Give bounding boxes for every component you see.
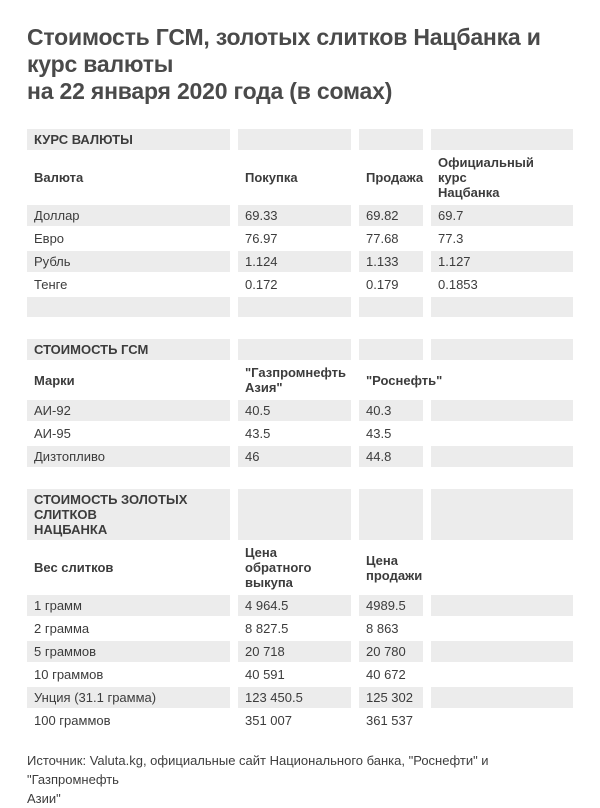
row-label-cell: АИ-92 bbox=[27, 398, 230, 421]
table-row-empty bbox=[27, 295, 573, 317]
section-spacer-cell bbox=[351, 487, 423, 540]
row-label-cell: 5 граммов bbox=[27, 639, 230, 662]
value-cell: 1.133 bbox=[351, 249, 423, 272]
table-currency-rates bbox=[27, 127, 573, 317]
table-row bbox=[27, 444, 573, 467]
value-cell bbox=[423, 639, 573, 662]
section-title: СТОИМОСТЬ ГСМ bbox=[27, 337, 230, 360]
value-cell: 0.179 bbox=[351, 272, 423, 295]
table-row bbox=[27, 685, 573, 708]
value-cell bbox=[423, 662, 573, 685]
row-label-cell: Доллар bbox=[27, 203, 230, 226]
page-title-line-1: Стоимость ГСМ, золотых слитков Нацбанка и bbox=[27, 24, 541, 50]
table-fuel-prices bbox=[27, 337, 573, 467]
value-cell: 40 672 bbox=[351, 662, 423, 685]
column-header: Марки bbox=[27, 360, 230, 398]
row-label-cell: Рубль bbox=[27, 249, 230, 272]
value-cell: 125 302 bbox=[351, 685, 423, 708]
table-row bbox=[27, 398, 573, 421]
page-title-line-3: на 22 января 2020 года (в сомах) bbox=[27, 78, 393, 104]
value-cell bbox=[423, 398, 573, 421]
column-header: Цена продажи bbox=[351, 540, 423, 593]
section-spacer-cell bbox=[423, 337, 573, 360]
row-label-cell: Евро bbox=[27, 226, 230, 249]
value-cell: 361 537 bbox=[351, 708, 423, 731]
column-header: Цена обратного выкупа bbox=[230, 540, 351, 593]
row-label-cell: 1 грамм bbox=[27, 593, 230, 616]
column-header: "Роснефть" bbox=[351, 360, 423, 398]
source-note-line-2: Азии" bbox=[27, 791, 61, 806]
value-cell: 4 964.5 bbox=[230, 593, 351, 616]
column-header-row bbox=[27, 360, 573, 398]
value-cell bbox=[423, 616, 573, 639]
column-header bbox=[423, 360, 573, 398]
value-cell: 44.8 bbox=[351, 444, 423, 467]
section-header-row bbox=[27, 127, 573, 150]
value-cell: 20 718 bbox=[230, 639, 351, 662]
source-note-line-1: Источник: Valuta.kg, официальные сайт Национального банка, "Роснефти" и "Газпромнефть bbox=[27, 753, 489, 787]
table-row bbox=[27, 616, 573, 639]
value-cell: 46 bbox=[230, 444, 351, 467]
row-label-cell: 100 граммов bbox=[27, 708, 230, 731]
table-row bbox=[27, 203, 573, 226]
value-cell: 43.5 bbox=[230, 421, 351, 444]
row-label-cell: Унция (31.1 грамма) bbox=[27, 685, 230, 708]
section-spacer-cell bbox=[230, 127, 351, 150]
row-label-cell: Тенге bbox=[27, 272, 230, 295]
table-row bbox=[27, 639, 573, 662]
value-cell: 123 450.5 bbox=[230, 685, 351, 708]
table-row bbox=[27, 272, 573, 295]
tables-container bbox=[27, 127, 573, 731]
value-cell bbox=[351, 295, 423, 317]
value-cell: 40.5 bbox=[230, 398, 351, 421]
section-spacer-cell bbox=[351, 127, 423, 150]
section-spacer-cell bbox=[230, 487, 351, 540]
value-cell: 1.124 bbox=[230, 249, 351, 272]
value-cell bbox=[423, 295, 573, 317]
column-header bbox=[423, 540, 573, 593]
value-cell bbox=[423, 421, 573, 444]
page-title-line-2: курс валюты bbox=[27, 51, 174, 77]
table-row bbox=[27, 226, 573, 249]
value-cell: 76.97 bbox=[230, 226, 351, 249]
section-spacer-cell bbox=[423, 127, 573, 150]
row-label-cell: Дизтопливо bbox=[27, 444, 230, 467]
row-label-cell bbox=[27, 295, 230, 317]
column-header: Валюта bbox=[27, 150, 230, 203]
table-row bbox=[27, 662, 573, 685]
source-note bbox=[27, 731, 573, 808]
row-label-cell: 2 грамма bbox=[27, 616, 230, 639]
value-cell: 1.127 bbox=[423, 249, 573, 272]
table-row bbox=[27, 249, 573, 272]
value-cell: 0.1853 bbox=[423, 272, 573, 295]
column-header: Официальный курс Нацбанка bbox=[423, 150, 573, 203]
row-label-cell: 10 граммов bbox=[27, 662, 230, 685]
section-header-row bbox=[27, 487, 573, 540]
value-cell bbox=[423, 444, 573, 467]
column-header: Вес слитков bbox=[27, 540, 230, 593]
page-title bbox=[27, 0, 573, 105]
value-cell bbox=[423, 685, 573, 708]
value-cell: 77.3 bbox=[423, 226, 573, 249]
value-cell: 8 863 bbox=[351, 616, 423, 639]
section-spacer-cell bbox=[423, 487, 573, 540]
value-cell bbox=[423, 593, 573, 616]
value-cell: 43.5 bbox=[351, 421, 423, 444]
value-cell: 0.172 bbox=[230, 272, 351, 295]
row-label-cell: АИ-95 bbox=[27, 421, 230, 444]
value-cell bbox=[230, 295, 351, 317]
section-spacer-cell bbox=[230, 337, 351, 360]
value-cell: 351 007 bbox=[230, 708, 351, 731]
table-row bbox=[27, 593, 573, 616]
value-cell: 20 780 bbox=[351, 639, 423, 662]
column-header: Покупка bbox=[230, 150, 351, 203]
section-header-row bbox=[27, 337, 573, 360]
value-cell: 77.68 bbox=[351, 226, 423, 249]
column-header-row bbox=[27, 150, 573, 203]
value-cell bbox=[423, 708, 573, 731]
column-header-row bbox=[27, 540, 573, 593]
column-header: Продажа bbox=[351, 150, 423, 203]
value-cell: 8 827.5 bbox=[230, 616, 351, 639]
value-cell: 69.82 bbox=[351, 203, 423, 226]
table-gold-bars bbox=[27, 487, 573, 731]
value-cell: 40 591 bbox=[230, 662, 351, 685]
value-cell: 69.33 bbox=[230, 203, 351, 226]
column-header: "Газпромнефть Азия" bbox=[230, 360, 351, 398]
section-title: КУРС ВАЛЮТЫ bbox=[27, 127, 230, 150]
section-title: СТОИМОСТЬ ЗОЛОТЫХ СЛИТКОВ НАЦБАНКА bbox=[27, 487, 230, 540]
value-cell: 40.3 bbox=[351, 398, 423, 421]
value-cell: 69.7 bbox=[423, 203, 573, 226]
section-spacer-cell bbox=[351, 337, 423, 360]
table-row bbox=[27, 708, 573, 731]
table-row bbox=[27, 421, 573, 444]
value-cell: 4989.5 bbox=[351, 593, 423, 616]
